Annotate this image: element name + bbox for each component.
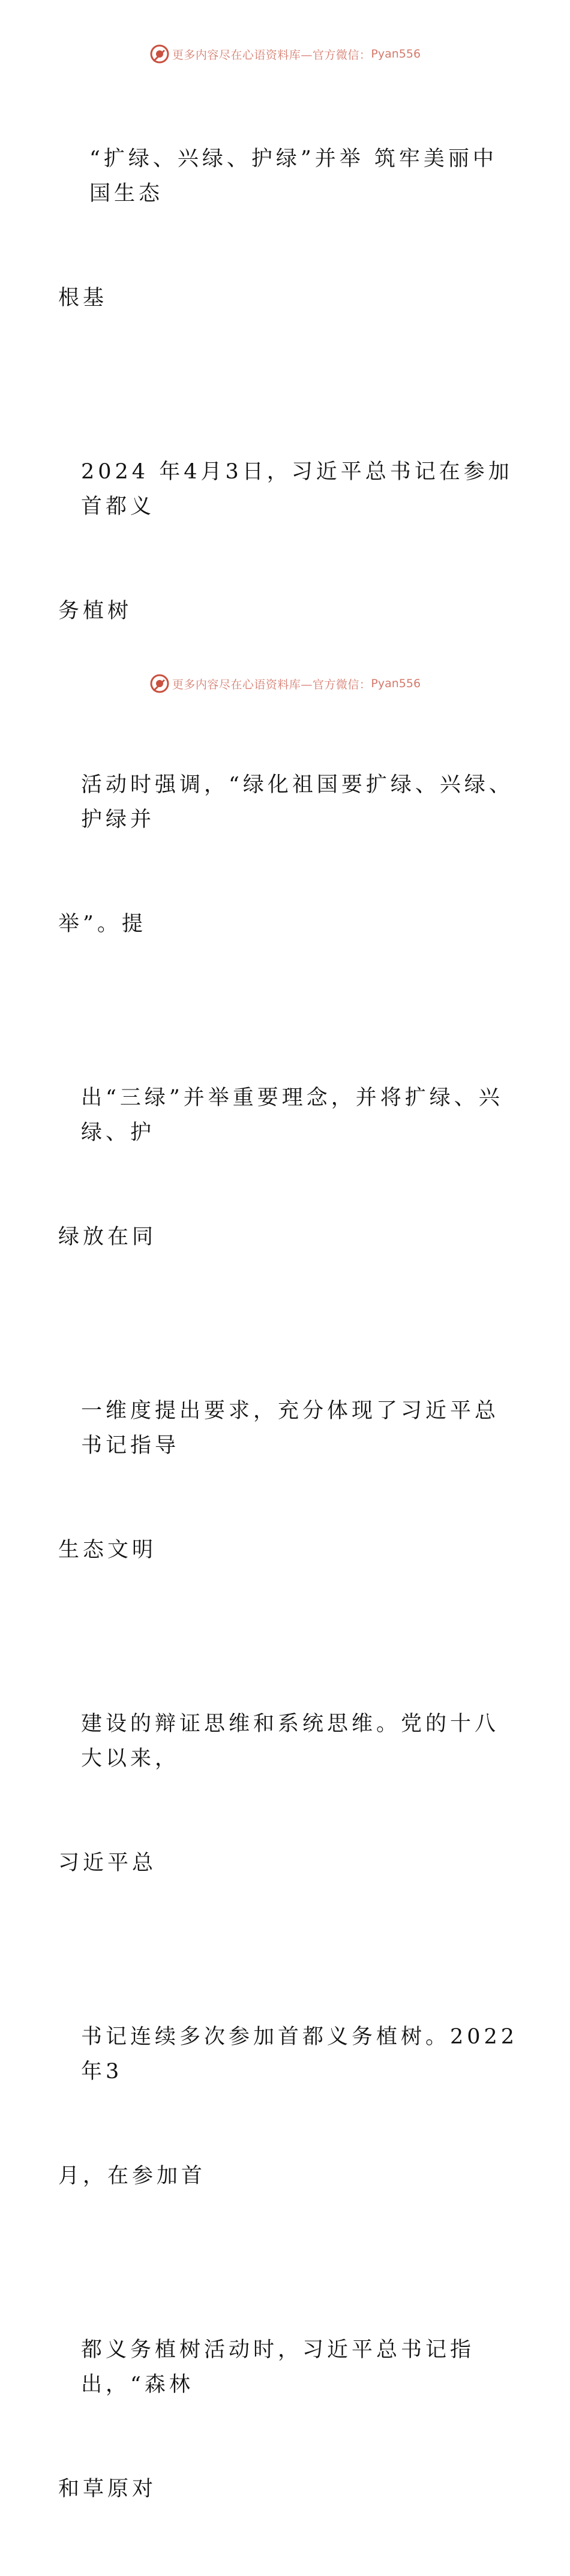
body-paragraph [58, 1011, 520, 1324]
header-watermark [0, 42, 570, 66]
watermark-text: 更多内容尽在心语资料库—官方微信： [172, 678, 371, 691]
body-paragraph [58, 2263, 520, 2576]
pen-logo-icon [149, 673, 170, 694]
text-line: 都义务植树活动时，习近平总书记指出，“森林 [81, 2338, 475, 2397]
text-line: 活动时强调，“绿化祖国要扩绿、兴绿、护绿并 [81, 773, 514, 832]
body-paragraph [58, 1324, 520, 1637]
watermark-text: 更多内容尽在心语资料库—官方微信： [172, 48, 371, 62]
text-line: 和草原对 [58, 2477, 157, 2501]
watermark-wechat-id: Pyan556 [371, 677, 421, 690]
text-line: 务植树 [58, 599, 133, 623]
text-line: 书记连续多次参加首都义务植树。2022 年3 [81, 2025, 529, 2084]
body-paragraph [58, 698, 520, 1011]
footer-watermark [0, 672, 570, 696]
text-line: “扩绿、兴绿、护绿”并举 筑牢美丽中国生态 [89, 147, 497, 206]
body-paragraph [58, 1637, 520, 1950]
watermark-wechat-id: Pyan556 [371, 47, 421, 61]
body-paragraph [58, 385, 520, 698]
text-line: 建设的辩证思维和系统思维。党的十八大以来， [81, 1712, 500, 1771]
text-line: 习近平总 [58, 1851, 157, 1875]
title-paragraph [58, 72, 520, 385]
text-line: 2024 年4月3日，习近平总书记在参加首都义 [81, 460, 513, 519]
text-line: 出“三绿”并举重要理念，并将扩绿、兴绿、护 [81, 1086, 503, 1145]
text-line: 举”。提 [58, 912, 146, 936]
text-line: 月，在参加首 [58, 2164, 206, 2188]
text-line: 一维度提出要求，充分体现了习近平总书记指导 [81, 1399, 500, 1458]
text-line: 生态文明 [58, 1538, 157, 1562]
text-line: 绿放在同 [58, 1225, 157, 1249]
body-paragraph [58, 1950, 529, 2263]
text-line: 根基 [58, 286, 108, 310]
pen-logo-icon [149, 44, 170, 64]
document-body [58, 72, 529, 2576]
